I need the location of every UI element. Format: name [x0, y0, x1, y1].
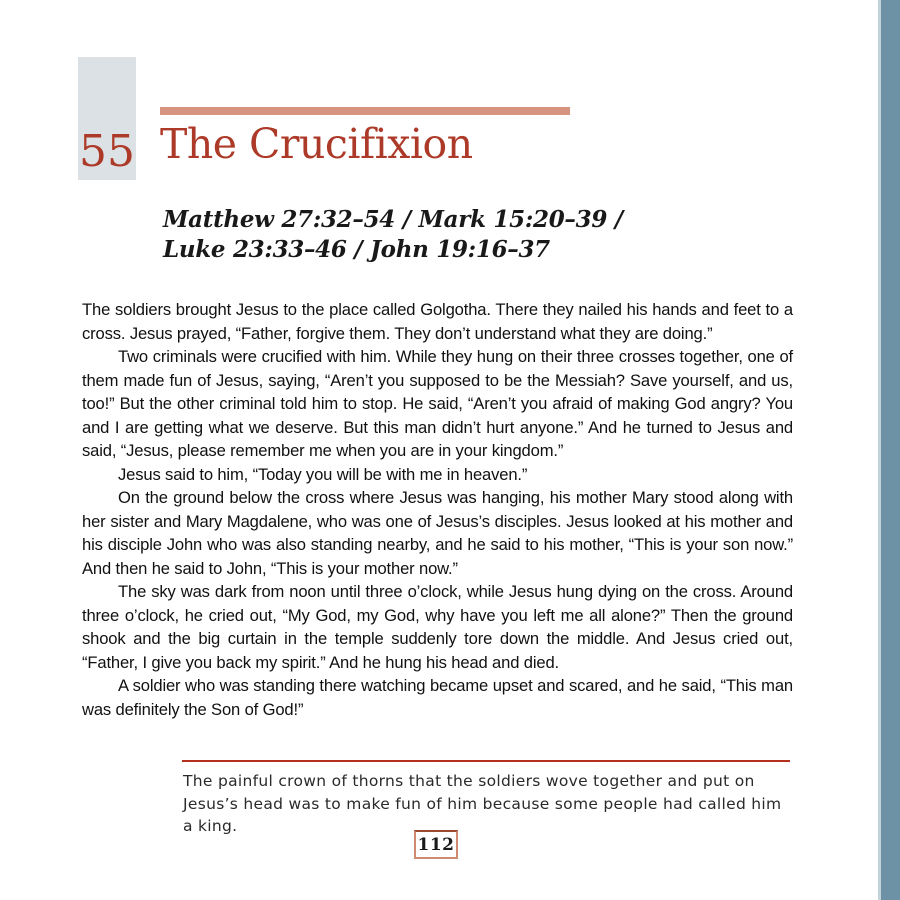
- story-paragraph: A soldier who was standing there watching became upset and scared, and he said, “This man was definitely the Son of God!”: [82, 676, 793, 719]
- caption-divider-rule: [182, 760, 790, 762]
- page-number-box: [414, 830, 458, 859]
- title-accent-bar: [160, 107, 570, 115]
- illustration-caption: The painful crown of thorns that the soldiers wove together and put on Jesus’s head was to make fun of him because some people had called him a king.: [183, 772, 782, 835]
- story-paragraph: On the ground below the cross where Jesus was hanging, his mother Mary stood along with her sister and Mary Magdalene, who was one of Jesus’s disciples. Jesus looked at his mother and his disciple John who was also standing nearby, and he said to his mother, “This is your son now.” And then he said to John, “This is your mother now.”: [82, 488, 793, 578]
- story-paragraph: The soldiers brought Jesus to the place called Golgotha. There they nailed his hands and feet to a cross. Jesus prayed, “Father, forgive them. They don’t understand what they are doing.”: [82, 300, 793, 343]
- chapter-title: The Crucifixion: [160, 120, 473, 168]
- chapter-number: 55: [79, 126, 135, 177]
- scripture-reference-line: Matthew 27:32–54 / Mark 15:20–39 /: [163, 206, 623, 233]
- page-edge-band: [878, 0, 900, 900]
- story-paragraph: Two criminals were crucified with him. While they hung on their three crosses together, one of them made fun of Jesus, saying, “Aren’t you supposed to be the Messiah? Save yourself, and us, too!” But the other criminal told him to stop. He said, “Aren’t you afraid of making God angry? You and I are getting what we deserve. But this man didn’t hurt anyone.” And he turned to Jesus and said, “Jesus, please remember me when you are in your kingdom.”: [82, 347, 793, 460]
- story-paragraph: The sky was dark from noon until three o’clock, while Jesus hung dying on the cross. Around three o’clock, he cried out, “My God, my God, why have you left me all alone?” Then the ground shook and the big curtain in the temple suddenly tore down the middle. And Jesus cried out, “Father, I give you back my spirit.” And he hung his head and died.: [82, 582, 793, 672]
- story-paragraph: Jesus said to him, “Today you will be with me in heaven.”: [118, 464, 528, 484]
- scripture-references: [163, 205, 623, 265]
- scripture-reference-line: Luke 23:33–46 / John 19:16–37: [163, 236, 550, 263]
- story-body: [82, 298, 793, 721]
- chapter-number-box: [78, 57, 136, 180]
- page-number: 112: [417, 834, 455, 855]
